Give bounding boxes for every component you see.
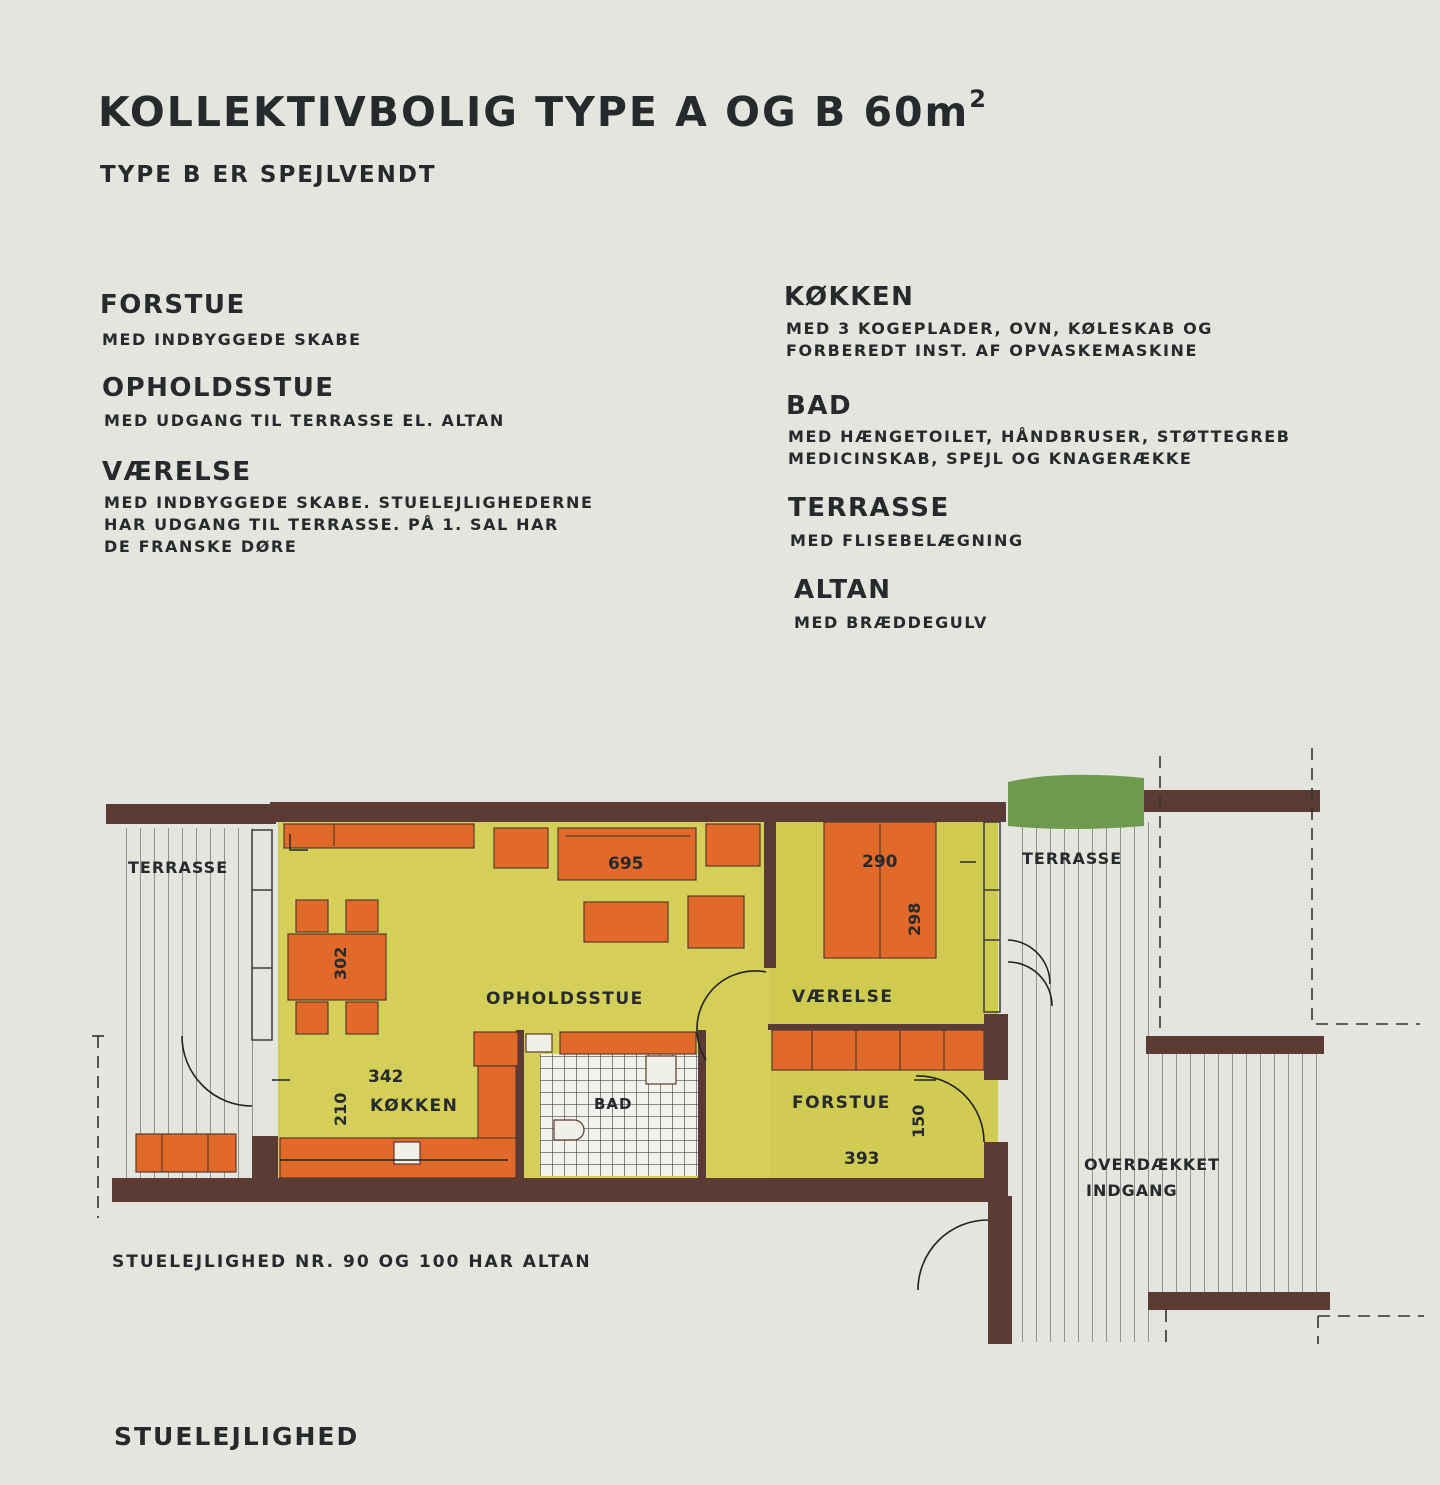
room-heading-bad: BAD — [786, 391, 853, 421]
desc-line: MEDICINSKAB, SPEJL OG KNAGERÆKKE — [788, 449, 1193, 468]
plan-label-overdaekket: OVERDÆKKET — [1084, 1155, 1221, 1174]
dim-kitchen-width: 342 — [368, 1067, 404, 1087]
dim-hall-depth: 150 — [909, 1104, 928, 1138]
plan-label-kokken: KØKKEN — [370, 1096, 459, 1116]
covered-entrance-decking — [1150, 1052, 1326, 1300]
desc-line: MED FLISEBELÆGNING — [790, 531, 1024, 550]
dim-bed-depth: 298 — [905, 902, 924, 936]
plan-label-bad: BAD — [594, 1095, 633, 1113]
desc-line: MED BRÆDDEGULV — [794, 613, 988, 632]
dim-kitchen-depth: 210 — [331, 1092, 350, 1126]
terrace-right-decking — [1010, 822, 1160, 1342]
desc-line: MED UDGANG TIL TERRASSE EL. ALTAN — [104, 411, 505, 430]
desc-line: MED INDBYGGEDE SKABE — [102, 330, 362, 349]
dim-hall-width: 393 — [844, 1149, 880, 1169]
room-heading-opholdsstue: OPHOLDSSTUE — [102, 373, 335, 403]
plan-label-opholdsstue: OPHOLDSSTUE — [486, 989, 644, 1009]
plan-caption: STUELEJLIGHED — [114, 1422, 360, 1451]
dim-dining: 302 — [331, 946, 350, 980]
desc-line: MED INDBYGGEDE SKABE. STUELEJLIGHEDERNE — [104, 493, 594, 512]
plan-label-indgang: INDGANG — [1086, 1181, 1178, 1200]
dim-living-width: 695 — [608, 854, 644, 874]
desc-line: MED HÆNGETOILET, HÅNDBRUSER, STØTTEGREB — [788, 427, 1291, 446]
desc-line: MED 3 KOGEPLADER, OVN, KØLESKAB OG — [786, 319, 1214, 338]
planter — [1008, 775, 1144, 829]
plan-label-terrasse-left: TERRASSE — [128, 858, 229, 877]
terrace-left-decking — [118, 828, 262, 1186]
room-heading-terrasse: TERRASSE — [788, 493, 950, 523]
page-subtitle: TYPE B ER SPEJLVENDT — [100, 162, 437, 188]
page-title: KOLLEKTIVBOLIG TYPE A OG B $60m^2$ — [98, 85, 988, 136]
plan-label-vaerelse: VÆRELSE — [792, 987, 894, 1007]
altan-note: STUELEJLIGHED NR. 90 OG 100 HAR ALTAN — [112, 1252, 592, 1272]
dim-bed-width: 290 — [862, 852, 898, 872]
desc-line: DE FRANSKE DØRE — [104, 537, 298, 556]
room-heading-forstue: FORSTUE — [100, 290, 246, 320]
room-heading-vaerelse: VÆRELSE — [102, 457, 252, 487]
plan-label-forstue: FORSTUE — [792, 1093, 891, 1113]
title-superscript: 2 — [969, 85, 988, 114]
room-heading-kokken: KØKKEN — [784, 282, 915, 312]
desc-line: HAR UDGANG TIL TERRASSE. PÅ 1. SAL HAR — [104, 515, 559, 534]
room-heading-altan: ALTAN — [794, 575, 892, 605]
desc-line: FORBEREDT INST. AF OPVASKEMASKINE — [786, 341, 1199, 360]
plan-label-terrasse-right: TERRASSE — [1022, 849, 1123, 868]
